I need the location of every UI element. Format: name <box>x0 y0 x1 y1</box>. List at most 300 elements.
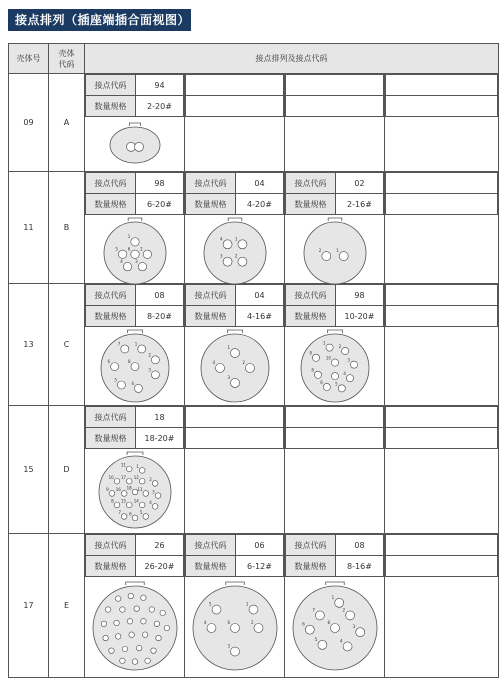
connector-face-diagram <box>200 217 270 287</box>
contact-code-value: 18 <box>135 407 183 428</box>
contact-arrangement-table <box>8 43 499 678</box>
shell-number: 15 <box>9 406 49 534</box>
contact-pin-number: 2 <box>318 248 322 254</box>
contact-pin <box>326 344 333 351</box>
header-shell-no: 壳体号 <box>9 44 49 74</box>
key-notch <box>130 123 141 126</box>
contact-pin-number: 3 <box>227 374 230 380</box>
contact-pin <box>138 345 146 353</box>
header-shell-code-line2: 代码 <box>58 59 75 69</box>
quantity-spec-value: 2-16# <box>335 194 383 215</box>
shell-number: 11 <box>9 172 49 284</box>
contact-pin-number: 7 <box>312 607 315 613</box>
contact-code-value: 94 <box>135 75 183 96</box>
contact-pin <box>114 620 119 625</box>
contact-pin <box>121 345 129 353</box>
arrangement-cell <box>285 74 385 172</box>
contact-pin-number: 4 <box>340 638 343 644</box>
contact-pin-number: 4 <box>131 380 134 386</box>
contact-pin <box>111 363 119 371</box>
shell-code: B <box>49 172 85 284</box>
key-notch <box>127 452 143 455</box>
contact-pin-number: 17 <box>120 474 126 480</box>
quantity-spec-label: 数量规格 <box>186 556 236 577</box>
contact-pin <box>154 621 159 626</box>
arrangement-cell <box>385 406 499 534</box>
contact-pin <box>134 606 139 611</box>
contact-code-value: 26 <box>135 535 183 556</box>
table-row <box>9 284 499 406</box>
contact-code-value: 08 <box>135 285 183 306</box>
arrangement-info <box>85 534 184 577</box>
connector-drawing-area <box>85 577 184 677</box>
contact-pin-number: 1 <box>322 340 326 346</box>
contact-pin-number: 13 <box>137 487 143 493</box>
contact-pin <box>143 491 149 497</box>
contact-pin-number: 15 <box>120 498 126 504</box>
contact-pin <box>143 250 151 258</box>
contact-pin-number: 5 <box>208 601 212 607</box>
contact-pin-number: 3 <box>352 624 356 630</box>
contact-pin <box>342 347 349 354</box>
contact-pin <box>346 611 355 620</box>
contact-pin-number: 7 <box>118 510 121 516</box>
contact-pin-number: 1 <box>331 594 335 600</box>
contact-pin <box>131 238 139 246</box>
arrangement-info <box>385 534 498 577</box>
arrangement-info <box>185 74 284 117</box>
contact-pin-number: 5 <box>314 636 318 642</box>
contact-pin <box>117 381 125 389</box>
shell-number: 17 <box>9 534 49 678</box>
arrangement-cell <box>285 284 385 406</box>
contact-pin <box>138 262 146 270</box>
page-title: 接点排列（插座端插合面视图） <box>8 9 191 31</box>
connector-drawing-area <box>285 327 384 405</box>
contact-pin <box>160 610 165 615</box>
contact-pin <box>331 624 340 633</box>
connector-drawing-area <box>185 449 284 533</box>
arrangement-cell <box>385 284 499 406</box>
contact-pin-number: 10 <box>325 355 331 361</box>
contact-code-value: 98 <box>335 285 383 306</box>
contact-pin-number: 3 <box>148 367 151 373</box>
contact-pin <box>128 593 133 598</box>
contact-pin <box>143 514 149 520</box>
arrangement-cell <box>185 74 285 172</box>
contact-pin-number: 6 <box>129 511 132 517</box>
contact-code-label: 接点代码 <box>86 173 136 194</box>
connector-drawing-area <box>285 215 384 283</box>
contact-pin-number: 2 <box>250 620 254 625</box>
contact-pin-number: 3 <box>135 258 138 264</box>
shell-code: A <box>49 74 85 172</box>
quantity-spec-value: 2-20# <box>135 96 183 117</box>
connector-face-diagram <box>89 581 181 673</box>
contact-pin <box>231 378 240 387</box>
contact-pin <box>331 373 338 380</box>
contact-pin <box>139 502 145 508</box>
contact-pin <box>315 611 324 620</box>
contact-pin-number: 9 <box>106 487 109 493</box>
contact-pin <box>356 628 365 637</box>
quantity-spec-label: 数量规格 <box>86 556 136 577</box>
contact-code-value: 98 <box>135 173 183 194</box>
contact-code-value: 02 <box>335 173 383 194</box>
contact-code-label: 接点代码 <box>286 173 336 194</box>
connector-face-diagram <box>106 122 164 166</box>
arrangement-cell <box>185 406 285 534</box>
contact-code-label: 接点代码 <box>186 535 236 556</box>
contact-pin-number: 1 <box>136 464 139 470</box>
connector-face-diagram <box>297 329 373 405</box>
contact-pin-number: 1 <box>336 248 339 254</box>
connector-drawing-area <box>185 215 284 283</box>
empty-cell <box>386 535 498 556</box>
shell-code: E <box>49 534 85 678</box>
arrangement-cell <box>85 406 185 534</box>
connector-drawing-area <box>285 577 384 677</box>
contact-pin <box>331 359 338 366</box>
connector-drawing-area <box>285 449 384 533</box>
contact-pin <box>238 240 247 249</box>
arrangement-info <box>285 534 384 577</box>
empty-cell <box>286 428 384 449</box>
quantity-spec-value: 4-16# <box>235 306 283 327</box>
contact-pin-number: 4 <box>203 620 207 625</box>
connector-face-diagram <box>100 217 170 287</box>
shell-code: C <box>49 284 85 406</box>
arrangement-cell <box>85 284 185 406</box>
contact-pin <box>131 363 139 371</box>
connector-shell-outline <box>304 222 366 284</box>
connector-drawing-area <box>385 449 498 533</box>
contact-pin <box>305 625 314 634</box>
connector-drawing-area <box>385 327 498 405</box>
contact-pin <box>109 648 114 653</box>
key-notch <box>328 330 343 333</box>
contact-pin <box>101 621 106 626</box>
contact-pin-number: 8 <box>111 498 114 504</box>
contact-pin-number: 4 <box>220 236 223 242</box>
quantity-spec-label: 数量规格 <box>286 194 336 215</box>
table-row <box>9 74 499 172</box>
shell-number: 09 <box>9 74 49 172</box>
empty-cell <box>386 285 498 306</box>
arrangement-info <box>385 284 498 327</box>
empty-cell <box>286 96 384 117</box>
contact-pin <box>120 658 125 663</box>
arrangement-cell <box>185 284 285 406</box>
contact-pin-number: 4 <box>212 360 216 365</box>
contact-code-label: 接点代码 <box>86 285 136 306</box>
contact-pin-number: 8 <box>327 620 330 625</box>
key-notch <box>326 582 344 585</box>
contact-pin-number: 2 <box>242 360 245 365</box>
contact-pin <box>139 468 145 474</box>
contact-pin <box>126 478 132 484</box>
contact-pin <box>207 624 216 633</box>
contact-pin <box>121 491 127 497</box>
contact-pin <box>151 371 159 379</box>
contact-pin <box>151 356 159 364</box>
contact-pin <box>350 361 357 368</box>
empty-cell <box>186 75 284 96</box>
contact-pin <box>136 645 141 650</box>
contact-code-label: 接点代码 <box>86 75 136 96</box>
contact-pin-number: 6 <box>127 246 131 252</box>
quantity-spec-value: 8-20# <box>135 306 183 327</box>
arrangement-info <box>85 74 184 117</box>
key-notch <box>126 582 144 585</box>
quantity-spec-value: 4-20# <box>235 194 283 215</box>
connector-face-diagram <box>95 451 175 531</box>
arrangement-cell <box>85 172 185 284</box>
connector-face-diagram <box>300 217 370 287</box>
connector-drawing-area <box>85 449 184 533</box>
contact-pin <box>155 493 161 499</box>
contact-pin-number: 6 <box>227 620 230 625</box>
quantity-spec-label: 数量规格 <box>86 428 136 449</box>
contact-code-value: 06 <box>235 535 283 556</box>
table-row <box>9 406 499 534</box>
arrangement-info <box>185 284 284 327</box>
contact-pin-number: 16 <box>115 487 121 493</box>
arrangement-cell <box>285 172 385 284</box>
connector-drawing-area <box>185 577 284 677</box>
key-notch <box>226 582 244 585</box>
arrangement-cell <box>385 74 499 172</box>
contact-pin-number: 18 <box>126 485 132 491</box>
contact-pin-number: 5 <box>114 377 117 383</box>
contact-pin-number: 10 <box>108 474 114 480</box>
contact-pin <box>115 596 120 601</box>
contact-pin <box>122 646 127 651</box>
header-shell-code-line1: 壳体 <box>58 48 75 58</box>
arrangement-cell <box>85 534 185 678</box>
contact-pin <box>156 635 161 640</box>
contact-pin-number: 4 <box>149 500 152 506</box>
arrangement-cell <box>285 406 385 534</box>
contact-pin <box>254 624 263 633</box>
key-notch <box>128 218 142 221</box>
arrangement-cell <box>385 172 499 284</box>
quantity-spec-label: 数量规格 <box>86 96 136 117</box>
connector-drawing-area <box>185 117 284 171</box>
contact-pin-number: 5 <box>335 381 338 387</box>
contact-pin-number: 8 <box>311 367 314 373</box>
contact-pin-number: 4 <box>120 258 123 264</box>
contact-pin-number: 11 <box>120 462 126 468</box>
arrangement-cell <box>185 534 285 678</box>
contact-pin-number: 3 <box>227 643 230 649</box>
contact-pin <box>152 481 158 487</box>
contact-pin <box>121 514 127 520</box>
arrangement-info <box>85 172 184 215</box>
contact-pin-number: 2 <box>342 607 346 613</box>
contact-pin <box>131 250 139 258</box>
quantity-spec-label: 数量规格 <box>286 556 336 577</box>
arrangement-info <box>85 284 184 327</box>
contact-pin <box>164 625 169 630</box>
contact-code-label: 接点代码 <box>86 535 136 556</box>
quantity-spec-label: 数量规格 <box>86 306 136 327</box>
key-notch <box>128 330 143 333</box>
contact-pin <box>314 371 321 378</box>
contact-pin <box>149 607 154 612</box>
quantity-spec-value: 6-12# <box>235 556 283 577</box>
arrangement-info <box>185 406 284 449</box>
contact-code-value: 04 <box>235 285 283 306</box>
empty-cell <box>386 306 498 327</box>
contact-pin <box>114 502 120 508</box>
contact-pin <box>109 491 115 497</box>
contact-pin-number: 2 <box>140 246 143 252</box>
arrangement-cell <box>285 534 385 678</box>
contact-pin <box>245 364 254 373</box>
contact-pin-number: 5 <box>139 510 143 516</box>
quantity-spec-value: 26-20# <box>135 556 183 577</box>
contact-pin-number: 1 <box>127 234 131 240</box>
contact-pin <box>134 384 142 392</box>
empty-cell <box>386 556 498 577</box>
contact-pin <box>118 250 126 258</box>
contact-pin <box>132 659 137 664</box>
empty-cell <box>186 407 284 428</box>
contact-pin <box>126 502 132 508</box>
connector-drawing-area <box>385 215 498 283</box>
contact-pin <box>103 635 108 640</box>
connector-drawing-area <box>385 117 498 171</box>
quantity-spec-label: 数量规格 <box>86 194 136 215</box>
contact-code-label: 接点代码 <box>186 285 236 306</box>
contact-pin <box>238 257 247 266</box>
empty-cell <box>186 428 284 449</box>
shell-number: 13 <box>9 284 49 406</box>
contact-pin <box>145 658 150 663</box>
contact-pin <box>312 354 319 361</box>
empty-cell <box>186 96 284 117</box>
arrangement-cell <box>85 74 185 172</box>
contact-pin <box>139 478 145 484</box>
arrangement-info <box>285 172 384 215</box>
connector-face-diagram <box>189 581 281 673</box>
contact-pin-number: 3 <box>220 253 223 259</box>
contact-pin-number: 6 <box>302 621 305 627</box>
contact-pin <box>142 632 147 637</box>
contact-pin <box>120 607 125 612</box>
quantity-spec-value: 18-20# <box>135 428 183 449</box>
contact-pin <box>231 647 240 656</box>
arrangement-cell <box>385 534 499 678</box>
contact-pin <box>129 632 134 637</box>
contact-pin-number: 8 <box>127 359 131 365</box>
connector-face-diagram <box>289 581 381 673</box>
contact-pin <box>338 385 345 392</box>
arrangement-info <box>385 172 498 215</box>
contact-pin <box>216 364 225 373</box>
contact-pin <box>212 605 221 614</box>
contact-code-label: 接点代码 <box>86 407 136 428</box>
contact-pin <box>335 598 344 607</box>
contact-pin-number: 9 <box>309 350 312 356</box>
connector-face-diagram <box>97 329 173 405</box>
contact-pin-number: 1 <box>134 341 138 347</box>
contact-code-label: 接点代码 <box>186 173 236 194</box>
contact-pin <box>151 648 156 653</box>
contact-pin <box>318 640 327 649</box>
header-arrangement: 接点排列及接点代码 <box>85 44 499 74</box>
contact-pin <box>105 607 110 612</box>
contact-pin-number: 1 <box>234 236 238 242</box>
contact-pin <box>223 257 232 266</box>
contact-pin <box>127 142 136 151</box>
quantity-spec-label: 数量规格 <box>186 194 236 215</box>
connector-drawing-area <box>285 117 384 171</box>
contact-pin <box>323 383 330 390</box>
empty-cell <box>386 407 498 428</box>
contact-pin <box>132 515 138 521</box>
contact-pin-number: 2 <box>148 352 151 358</box>
connector-face-diagram <box>197 329 273 405</box>
key-notch <box>328 218 342 221</box>
arrangement-info <box>185 534 284 577</box>
table-row <box>9 172 499 284</box>
empty-cell <box>386 75 498 96</box>
contact-pin <box>126 466 132 472</box>
contact-pin <box>249 605 258 614</box>
contact-pin <box>152 504 158 510</box>
contact-code-value: 08 <box>335 535 383 556</box>
contact-pin <box>346 375 353 382</box>
contact-pin <box>231 349 240 358</box>
contact-pin <box>343 642 352 651</box>
contact-pin-number: 14 <box>133 498 139 504</box>
empty-cell <box>386 173 498 194</box>
contact-pin-number: 7 <box>117 341 121 347</box>
empty-cell <box>286 407 384 428</box>
contact-pin <box>123 262 131 270</box>
key-notch <box>228 218 242 221</box>
contact-pin <box>223 240 232 249</box>
connector-drawing-area <box>185 327 284 405</box>
quantity-spec-label: 数量规格 <box>286 306 336 327</box>
contact-pin <box>127 619 132 624</box>
key-notch <box>228 330 243 333</box>
connector-drawing-area <box>385 577 498 677</box>
shell-code: D <box>49 406 85 534</box>
contact-code-value: 04 <box>235 173 283 194</box>
quantity-spec-value: 6-20# <box>135 194 183 215</box>
quantity-spec-value: 8-16# <box>335 556 383 577</box>
contact-pin-number: 4 <box>343 371 346 377</box>
contact-pin <box>339 252 348 261</box>
contact-pin-number: 2 <box>149 477 152 483</box>
contact-pin-number: 2 <box>234 253 238 259</box>
connector-drawing-area <box>85 215 184 283</box>
contact-pin <box>141 595 146 600</box>
empty-cell <box>386 96 498 117</box>
contact-pin-number: 5 <box>115 246 118 252</box>
connector-drawing-area <box>85 117 184 171</box>
table-header-row <box>9 44 499 74</box>
contact-pin-number: 1 <box>227 345 230 351</box>
contact-pin <box>114 478 120 484</box>
contact-pin <box>322 252 331 261</box>
contact-code-label: 接点代码 <box>286 285 336 306</box>
arrangement-info <box>285 74 384 117</box>
contact-pin-number: 12 <box>133 474 139 480</box>
